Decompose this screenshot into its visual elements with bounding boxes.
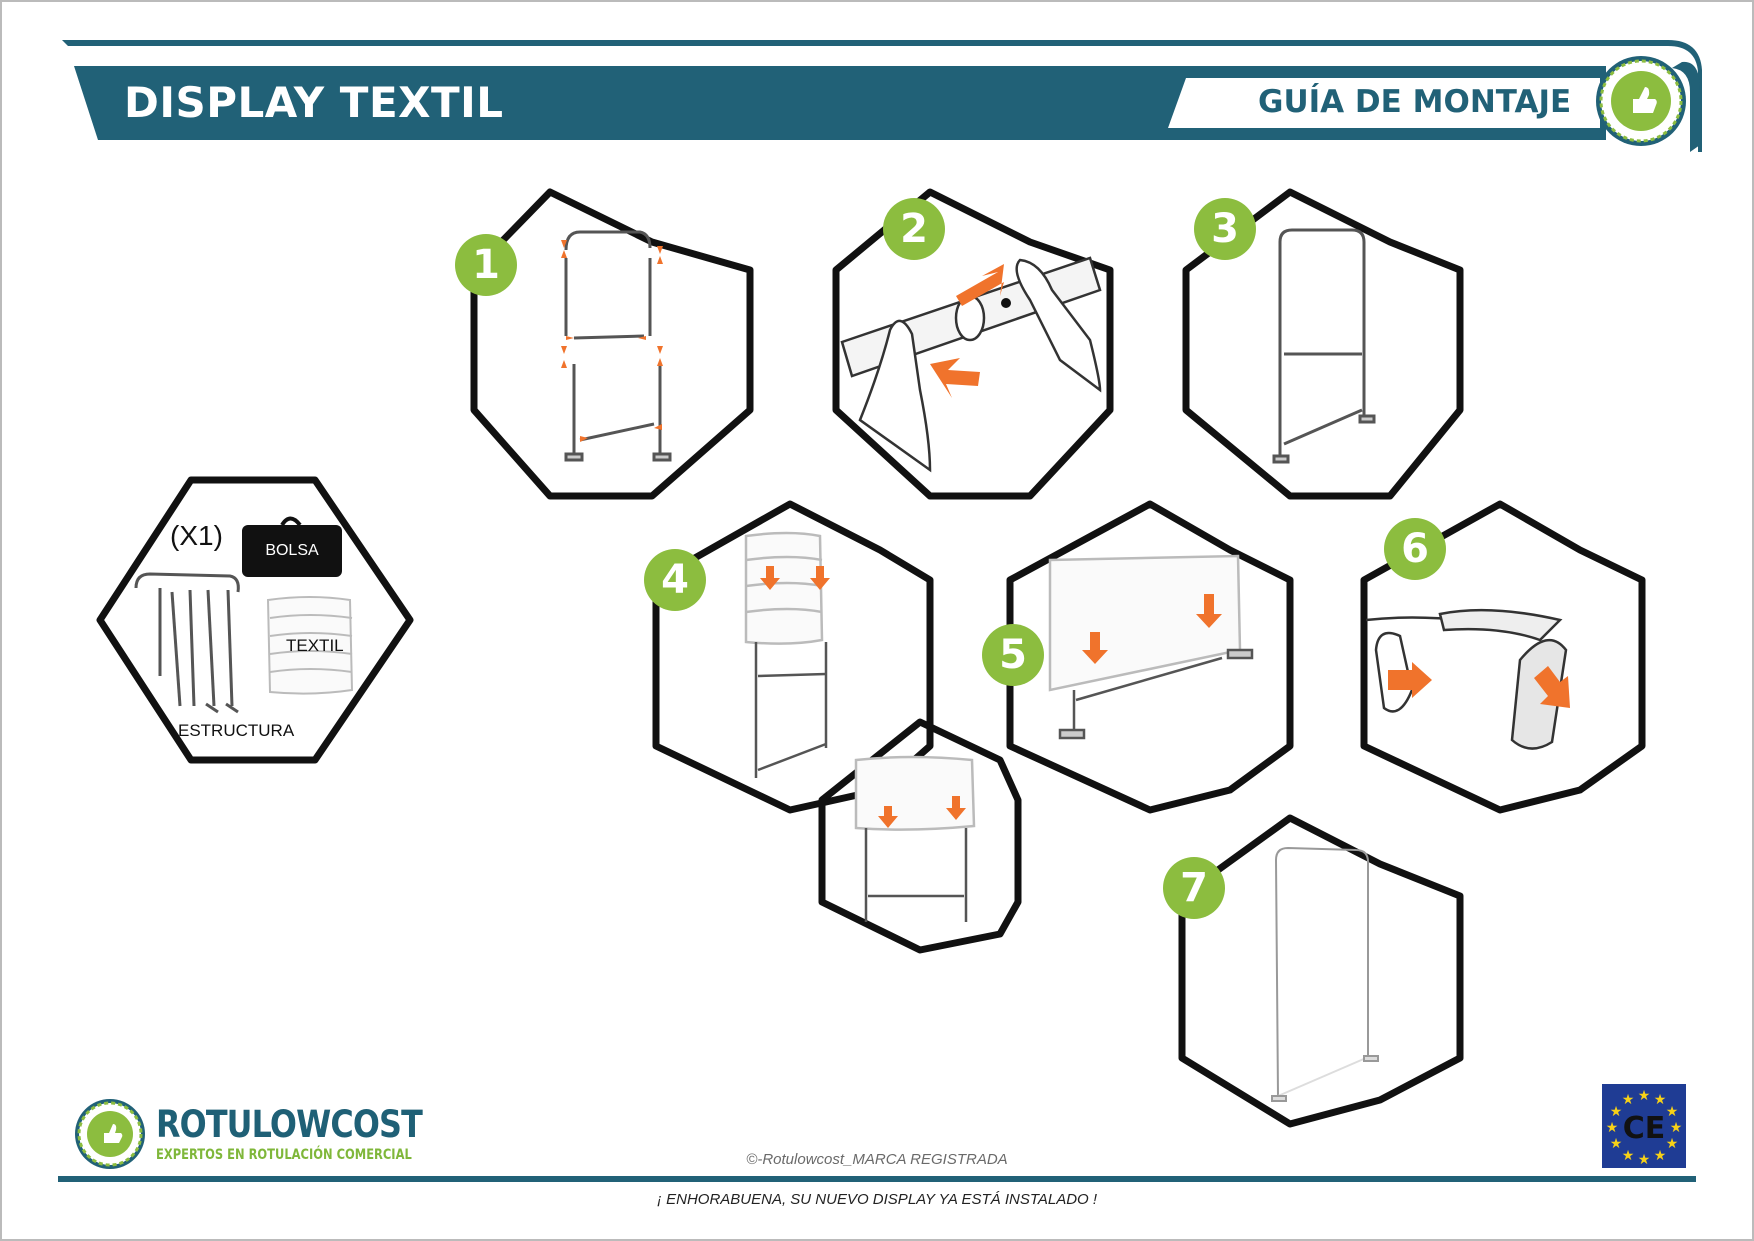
hex-kit xyxy=(100,480,410,760)
footer-rule xyxy=(58,1176,1696,1182)
svg-text:★: ★ xyxy=(1621,1148,1635,1164)
bag-label: BOLSA xyxy=(242,525,342,577)
brand-name: ROTULOWCOST xyxy=(156,1103,422,1146)
structure-label: ESTRUCTURA xyxy=(178,721,295,740)
textile-label: TEXTIL xyxy=(286,636,344,655)
svg-text:★: ★ xyxy=(1637,1088,1651,1104)
guide-subtitle: GUÍA DE MONTAJE xyxy=(1258,84,1572,120)
step-2-number: 2 xyxy=(883,198,945,260)
hex-step-1 xyxy=(474,192,750,496)
svg-text:★: ★ xyxy=(1609,1136,1623,1152)
step-6-number: 6 xyxy=(1384,518,1446,580)
step-5-number: 5 xyxy=(982,624,1044,686)
page-title: DISPLAY TEXTIL xyxy=(124,78,504,127)
step-1-frame-drawing xyxy=(566,232,670,460)
svg-text:★: ★ xyxy=(1665,1136,1679,1152)
step-3-number: 3 xyxy=(1194,198,1256,260)
step-4-frame-drawing xyxy=(746,533,826,778)
svg-text:★: ★ xyxy=(1621,1092,1635,1108)
kit-structure-drawing xyxy=(136,574,238,712)
step-4-number: 4 xyxy=(644,549,706,611)
step-1-orange-arrows xyxy=(561,240,663,442)
svg-text:★: ★ xyxy=(1669,1120,1683,1136)
svg-text:★: ★ xyxy=(1665,1104,1679,1120)
footer-message: ¡ ENHORABUENA, SU NUEVO DISPLAY YA ESTÁ INSTALADO ! xyxy=(656,1191,1098,1208)
brand-tagline: EXPERTOS EN ROTULACIÓN COMERCIAL xyxy=(156,1147,412,1163)
svg-text:★: ★ xyxy=(1609,1104,1623,1120)
step-7-number: 7 xyxy=(1163,857,1225,919)
svg-text:★: ★ xyxy=(1653,1148,1667,1164)
step-7-display-drawing xyxy=(1272,848,1378,1101)
copyright-notice: ©-Rotulowcost_MARCA REGISTRADA xyxy=(746,1151,1008,1168)
svg-text:★: ★ xyxy=(1653,1092,1667,1108)
svg-text:★: ★ xyxy=(1637,1152,1651,1168)
step-2-button-dot xyxy=(1001,298,1011,308)
svg-text:CE: CE xyxy=(1622,1111,1666,1146)
step-2-arrow-right xyxy=(930,358,980,398)
step-5-frame-drawing xyxy=(1050,556,1252,738)
step-3-frame-drawing xyxy=(1274,230,1374,462)
kit-quantity: (X1) xyxy=(170,520,223,551)
header-seal-icon xyxy=(1596,56,1686,146)
step-4b-frame-drawing xyxy=(856,757,974,922)
svg-text:★: ★ xyxy=(1605,1120,1619,1136)
step-1-number: 1 xyxy=(455,234,517,296)
